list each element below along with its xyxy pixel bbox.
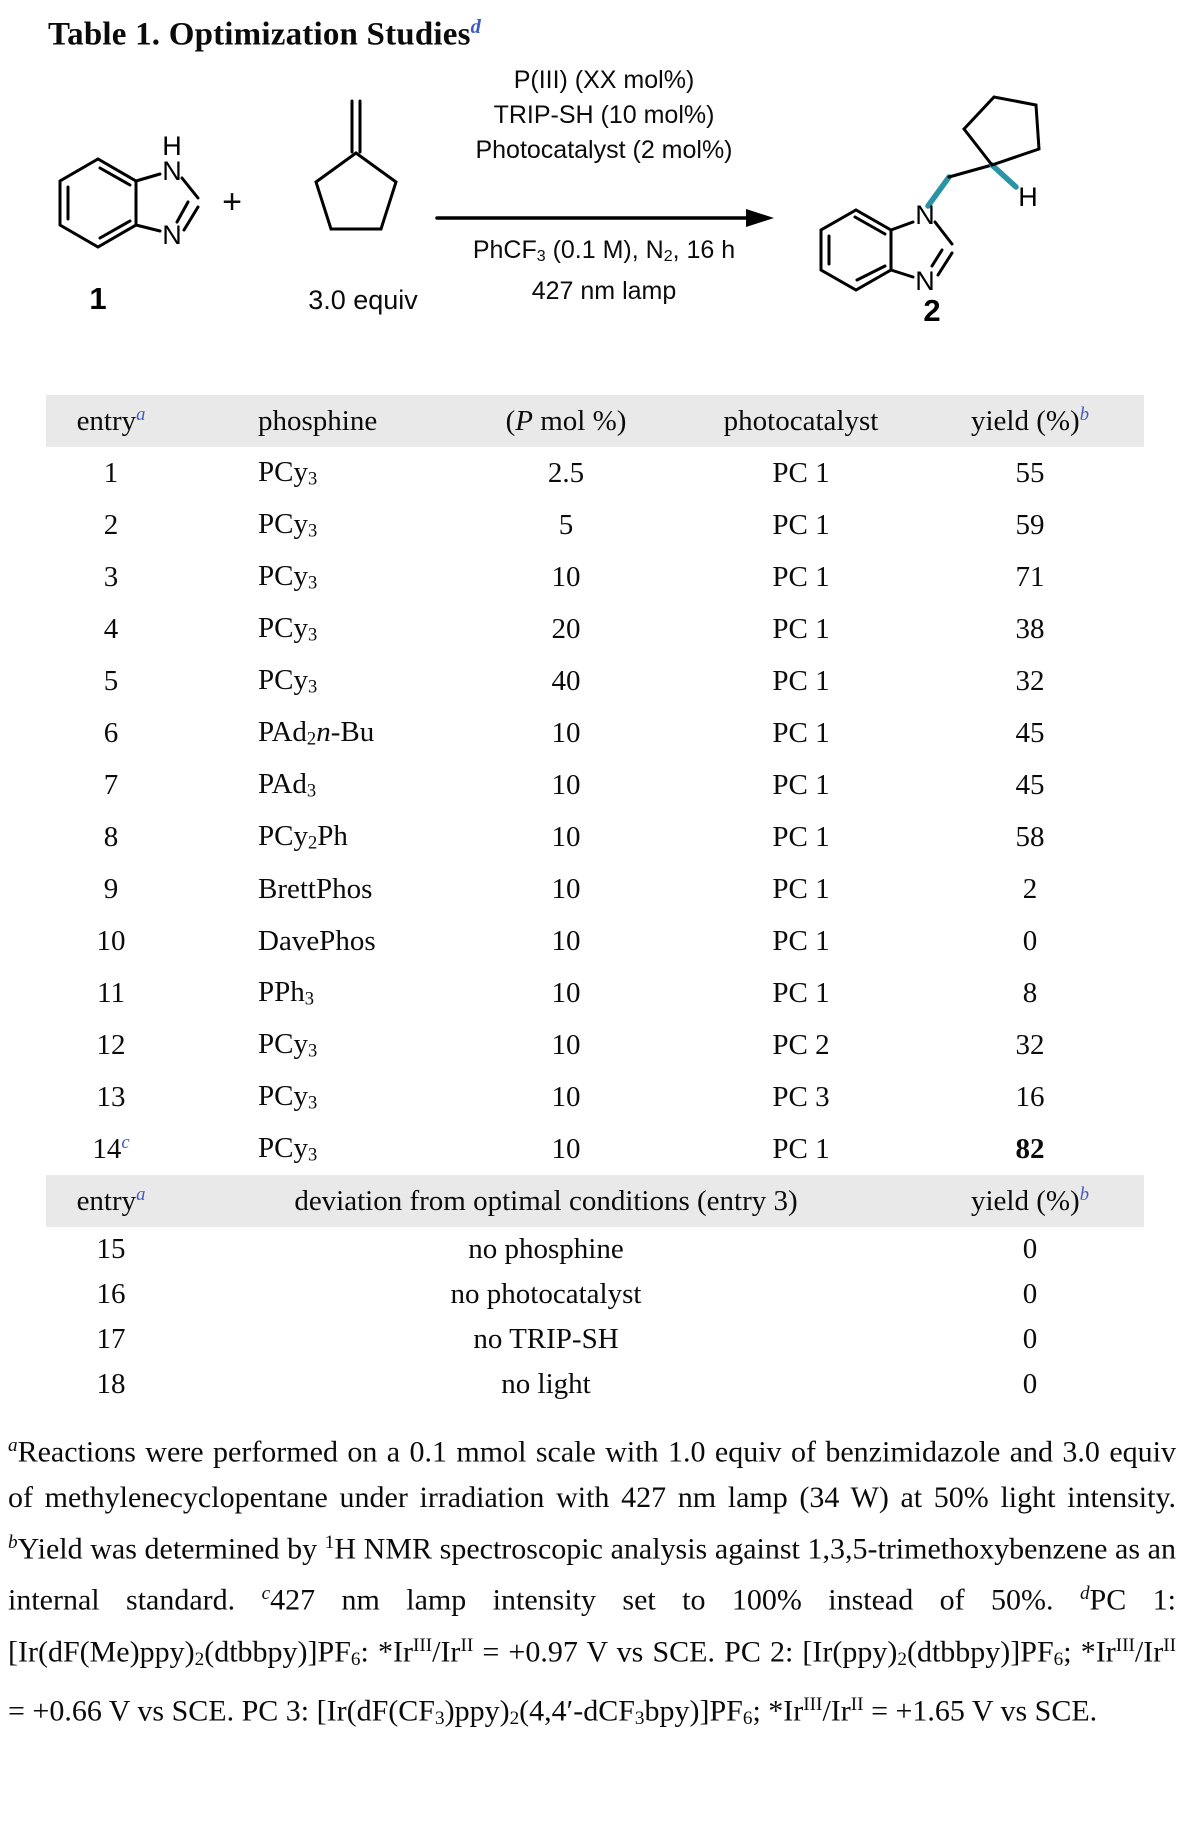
table-row (46, 1071, 1144, 1123)
col-header-entry: entry$^a$ (76, 404, 146, 438)
entry-cell: 5 (103, 664, 119, 697)
yield-cell: 71 (1015, 560, 1045, 593)
reactant-2-structure (286, 55, 436, 241)
condition-line: Photocatalyst (2 mol%) (475, 136, 733, 165)
pmol-cell: 10 (551, 1132, 581, 1165)
compound-1-label: 1 (89, 281, 107, 317)
photocatalyst-cell: PC 1 (772, 924, 830, 957)
phosphine-cell: PAd$_3$ (258, 768, 317, 802)
table-row (46, 863, 1144, 915)
photocatalyst-cell: PC 2 (772, 1028, 830, 1061)
conditions-above-arrow (420, 63, 788, 168)
deviation-cell: no phosphine (468, 1233, 624, 1266)
col-header-yield: yield (%)$^b$ (971, 1184, 1089, 1218)
phosphine-cell: PCy$_3$ (258, 664, 318, 698)
photocatalyst-cell: PC 1 (772, 560, 830, 593)
table-row (46, 811, 1144, 863)
table-footnote: $^a$Reactions were performed on a 0.1 mmol scale with 1.0 equiv of benzimidazole and 3.0 equiv of methylenecyclopentane under irradiation with 427 nm lamp (34 W) at 50% light intensity. $^b$Yield was determined by $^1$H NMR spectroscopic analysis against 1,3,5-trimethoxybenzene as an internal standard. $^c$427 nm lamp intensity set to 100% instead of 50%. $^d$PC 1: $[Ir(dF(Me)ppy)_2(dtbbpy)]PF_6$: $*Ir^{III}/Ir^{II} = +0.97$ V vs SCE. PC 2: $[Ir(ppy)_2(dtbbpy)]PF_6$; $*Ir^{III}/Ir^{II} = +0.66$ V vs SCE. PC 3: $[Ir(dF(CF_3)ppy)_2(4,4'-dCF_3bpy)]PF_6$; $*Ir^{III}/Ir^{II} = +1.65$ V vs SCE. (8, 1435, 1176, 1729)
photocatalyst-cell: PC 1 (772, 508, 830, 541)
pmol-cell: 5 (558, 508, 574, 541)
cyclopentane-ring (964, 97, 1039, 165)
benzene-ring (60, 159, 136, 247)
n1-atom-label: N (162, 156, 182, 187)
entry-cell: 8 (103, 820, 119, 853)
entry-cell: 15 (96, 1233, 126, 1266)
col-header-entry: entry$^a$ (76, 1184, 146, 1218)
yield-cell: 38 (1015, 612, 1045, 645)
table-row (46, 655, 1144, 707)
compound-2-label: 2 (923, 293, 941, 329)
phosphine-cell: DavePhos (258, 924, 376, 957)
table-title-text: Table 1. Optimization Studies (48, 16, 471, 53)
condition-line: P(III) (XX mol%) (513, 66, 695, 95)
entry-cell: 18 (96, 1368, 126, 1401)
yield-cell: 0 (1022, 1233, 1038, 1266)
phosphine-cell: PCy$_3$ (258, 508, 318, 542)
table-row (46, 1272, 1144, 1317)
reaction-arrow (436, 205, 776, 231)
table-row (46, 967, 1144, 1019)
phosphine-cell: PCy$_2$Ph (258, 820, 348, 854)
yield-cell: 8 (1022, 976, 1038, 1009)
yield-cell: 59 (1015, 508, 1045, 541)
yield-cell: 45 (1015, 716, 1045, 749)
cyclopentane-ring (316, 153, 396, 229)
pmol-cell: 10 (551, 976, 581, 1009)
pmol-cell: 10 (551, 924, 581, 957)
condition-line: TRIP-SH (10 mol%) (493, 101, 715, 130)
photocatalyst-cell: PC 1 (772, 716, 830, 749)
table-row (46, 551, 1144, 603)
entry-cell: 14$^c$ (92, 1132, 130, 1166)
entry-cell: 4 (103, 612, 119, 645)
photocatalyst-cell: PC 1 (772, 612, 830, 645)
photocatalyst-cell: PC 1 (772, 872, 830, 905)
pmol-cell: 10 (551, 1080, 581, 1113)
reaction-scheme (0, 57, 1184, 381)
phosphine-cell: PCy$_3$ (258, 1028, 318, 1062)
pmol-cell: 10 (551, 716, 581, 749)
col-header-photocatalyst: photocatalyst (723, 404, 879, 437)
n3-atom-label: N (915, 266, 935, 297)
nh-hydrogen-label: H (162, 131, 182, 162)
entry-cell: 12 (96, 1028, 126, 1061)
phosphine-cell: PAd$_2$n-Bu (258, 716, 375, 750)
col-header-yield: yield (%)$^b$ (971, 404, 1089, 438)
phosphine-cell: BrettPhos (258, 872, 373, 905)
table-row (46, 499, 1144, 551)
table-row (46, 1123, 1144, 1175)
table-row (46, 603, 1144, 655)
deviation-cell: no photocatalyst (450, 1278, 642, 1311)
photocatalyst-cell: PC 1 (772, 820, 830, 853)
col-header-deviation: deviation from optimal conditions (entry 3) (294, 1184, 798, 1217)
deviation-cell: no light (501, 1368, 591, 1401)
yield-cell: 2 (1022, 872, 1038, 905)
yield-cell: 45 (1015, 768, 1045, 801)
col-header-pmol: (P mol %) (505, 404, 627, 437)
title-footnote-ref: d (470, 16, 482, 38)
pmol-cell: 20 (551, 612, 581, 645)
yield-cell: 32 (1015, 664, 1045, 697)
photocatalyst-cell: PC 1 (772, 456, 830, 489)
entry-cell: 16 (96, 1278, 126, 1311)
table-header-row (46, 395, 1144, 447)
table-row (46, 1019, 1144, 1071)
pmol-cell: 10 (551, 872, 581, 905)
table-row (46, 707, 1144, 759)
table-row (46, 915, 1144, 967)
yield-cell: 58 (1015, 820, 1045, 853)
deviation-header-row (46, 1175, 1144, 1227)
entry-cell: 1 (103, 456, 119, 489)
table-row (46, 759, 1144, 811)
phosphine-cell: PPh$_3$ (258, 976, 315, 1010)
photocatalyst-cell: PC 1 (772, 1132, 830, 1165)
table-row (46, 447, 1144, 499)
yield-cell: 55 (1015, 456, 1045, 489)
phosphine-cell: PCy$_3$ (258, 612, 318, 646)
yield-cell: 0 (1022, 1368, 1038, 1401)
pmol-cell: 10 (551, 1028, 581, 1061)
pmol-cell: 2.5 (547, 456, 585, 489)
equiv-label: 3.0 equiv (308, 285, 418, 316)
n3-atom-label: N (162, 220, 182, 251)
pmol-cell: 10 (551, 560, 581, 593)
table-row (46, 1362, 1144, 1407)
yield-cell: 0 (1022, 1278, 1038, 1311)
entry-cell: 13 (96, 1080, 126, 1113)
highlighted-ch-bond (992, 165, 1016, 187)
entry-cell: 7 (103, 768, 119, 801)
page-title (48, 16, 1184, 53)
photocatalyst-cell: PC 1 (772, 976, 830, 1009)
entry-cell: 6 (103, 716, 119, 749)
phosphine-cell: PCy$_3$ (258, 1132, 318, 1166)
condition-line: 427 nm lamp (531, 277, 677, 306)
phosphine-cell: PCy$_3$ (258, 1080, 318, 1114)
reactant-1-structure (36, 83, 226, 315)
n1-atom-label: N (915, 200, 935, 231)
entry-cell: 3 (103, 560, 119, 593)
pmol-cell: 10 (551, 820, 581, 853)
plus-sign: + (222, 183, 242, 222)
photocatalyst-cell: PC 1 (772, 768, 830, 801)
entry-cell: 10 (96, 924, 126, 957)
yield-cell: 0 (1022, 1323, 1038, 1356)
yield-cell: 0 (1022, 924, 1038, 957)
entry-cell: 17 (96, 1323, 126, 1356)
col-header-phosphine: phosphine (258, 404, 378, 437)
yield-cell: 16 (1015, 1080, 1045, 1113)
entry-cell: 11 (97, 976, 125, 1009)
optimization-table (46, 395, 1144, 1407)
table-row (46, 1227, 1144, 1272)
phosphine-cell: PCy$_3$ (258, 456, 318, 490)
product-structure (792, 65, 1122, 327)
photocatalyst-cell: PC 1 (772, 664, 830, 697)
phosphine-cell: PCy$_3$ (258, 560, 318, 594)
table-row (46, 1317, 1144, 1362)
benzene-ring (821, 210, 891, 290)
entry-cell: 9 (103, 872, 119, 905)
ch-hydrogen-label: H (1018, 182, 1038, 213)
yield-cell: 82 (1015, 1132, 1045, 1165)
yield-cell: 32 (1015, 1028, 1045, 1061)
deviation-cell: no TRIP-SH (473, 1323, 619, 1356)
condition-line: PhCF$_3$ (0.1 M), $N_2$, 16 h (472, 236, 736, 266)
pmol-cell: 40 (551, 664, 581, 697)
photocatalyst-cell: PC 3 (772, 1080, 830, 1113)
entry-cell: 2 (103, 508, 119, 541)
conditions-below-arrow (420, 233, 788, 309)
pmol-cell: 10 (551, 768, 581, 801)
